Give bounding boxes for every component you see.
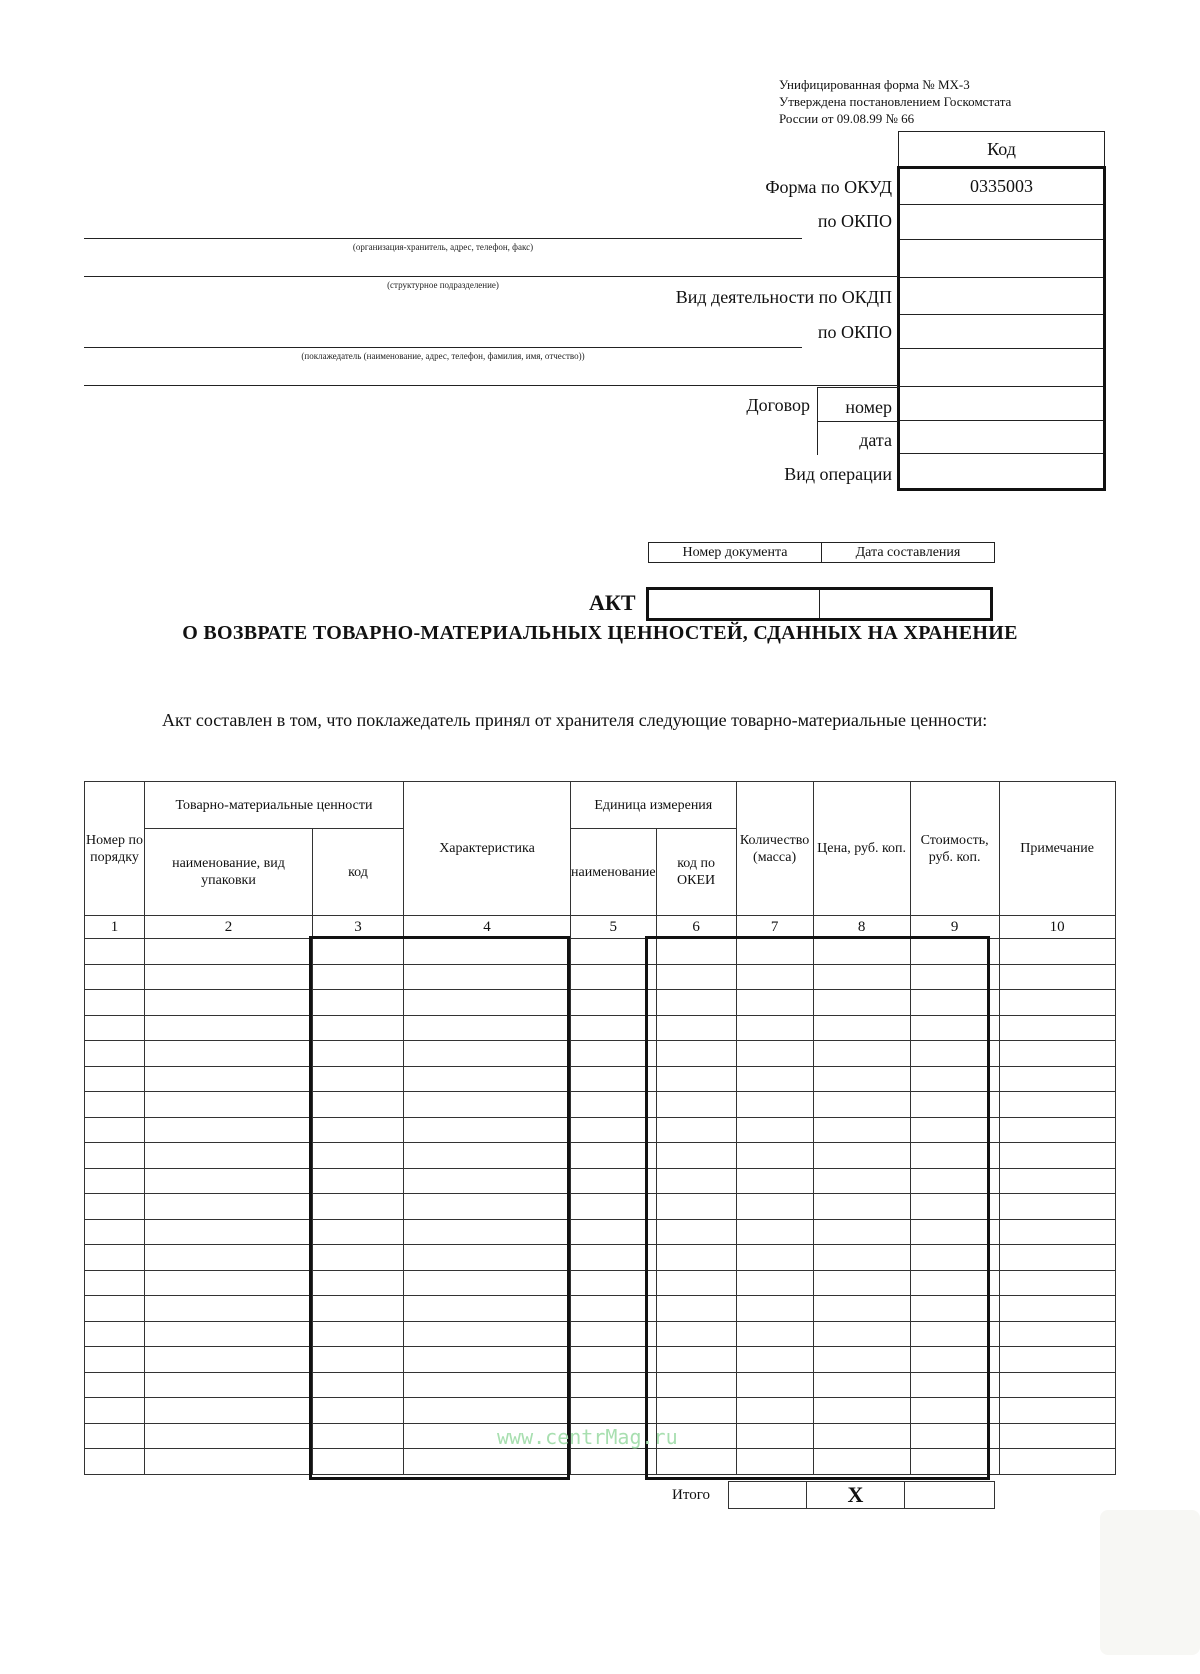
column-number: 9 [910, 916, 999, 939]
col-price: Цена, руб. коп. [813, 782, 910, 916]
operation-label: Вид операции [784, 464, 892, 484]
doc-date-field[interactable] [821, 590, 990, 618]
approval-line-2: Утверждена постановлением Госкомстата [779, 94, 1012, 109]
okdp-label: Вид деятельности по ОКДП [675, 287, 892, 307]
table-cell[interactable] [85, 1372, 145, 1398]
col-quantity: Количество (масса) [736, 782, 813, 916]
table-cell[interactable] [145, 1041, 313, 1067]
contract-subbox-divider [817, 421, 898, 422]
org-line[interactable] [84, 238, 802, 239]
table-cell[interactable] [145, 1092, 313, 1118]
table-cell[interactable] [999, 964, 1115, 990]
okei-to-cost-frame [645, 936, 990, 1480]
table-cell[interactable] [145, 1194, 313, 1220]
table-cell[interactable] [571, 1092, 657, 1118]
table-cell[interactable] [145, 1219, 313, 1245]
org-extra-cell[interactable] [900, 240, 1103, 278]
table-cell[interactable] [571, 1117, 657, 1143]
table-cell[interactable] [571, 964, 657, 990]
table-cell[interactable] [999, 1194, 1115, 1220]
okpo-org-label: по ОКПО [817, 211, 892, 231]
table-cell[interactable] [85, 964, 145, 990]
col-unit-name: наименование [571, 829, 657, 916]
table-cell[interactable] [145, 1296, 313, 1322]
depositor-caption: (поклажедатель (наименование, адрес, телефон, фамилия, имя, отчество)) [301, 351, 585, 361]
table-cell[interactable] [571, 1245, 657, 1271]
table-cell[interactable] [145, 1066, 313, 1092]
table-cell[interactable] [85, 1143, 145, 1169]
seal-logo-icon [1100, 1510, 1200, 1655]
totals-label: Итого [672, 1487, 710, 1503]
contract-number-cell[interactable] [900, 387, 1103, 421]
table-cell[interactable] [571, 1321, 657, 1347]
column-number: 5 [571, 916, 657, 939]
table-cell[interactable] [999, 1296, 1115, 1322]
table-cell[interactable] [145, 1015, 313, 1041]
column-number: 6 [656, 916, 736, 939]
table-cell[interactable] [999, 1015, 1115, 1041]
column-number: 4 [404, 916, 571, 939]
table-cell[interactable] [85, 939, 145, 965]
table-cell[interactable] [145, 1168, 313, 1194]
table-cell[interactable] [571, 1347, 657, 1373]
table-cell[interactable] [571, 1449, 657, 1475]
division-line[interactable] [84, 276, 898, 277]
table-cell[interactable] [999, 1245, 1115, 1271]
table-cell[interactable] [571, 939, 657, 965]
table-cell[interactable] [571, 1066, 657, 1092]
table-cell[interactable] [999, 1423, 1115, 1449]
table-cell[interactable] [571, 1270, 657, 1296]
table-cell[interactable] [999, 1143, 1115, 1169]
table-cell[interactable] [571, 1372, 657, 1398]
okpo-depositor-label: по ОКПО [817, 322, 892, 342]
table-cell[interactable] [999, 1321, 1115, 1347]
table-cell[interactable] [85, 1219, 145, 1245]
table-cell[interactable] [85, 1092, 145, 1118]
table-cell[interactable] [145, 1347, 313, 1373]
col-characteristic: Характеристика [404, 782, 571, 916]
doc-number-field[interactable] [649, 590, 819, 618]
col-row-number: Номер по порядку [85, 782, 145, 916]
table-cell[interactable] [571, 1041, 657, 1067]
operation-cell[interactable] [900, 454, 1103, 488]
group-goods: Товарно-материальные ценности [145, 782, 404, 829]
table-cell[interactable] [999, 1398, 1115, 1424]
depositor-line-1[interactable] [84, 347, 802, 348]
table-cell[interactable] [85, 1270, 145, 1296]
table-cell[interactable] [999, 1117, 1115, 1143]
okud-value-cell[interactable] [900, 169, 1103, 205]
table-cell[interactable] [85, 1321, 145, 1347]
depositor-extra-cell[interactable] [900, 349, 1103, 387]
depositor-line-2[interactable] [84, 385, 898, 386]
table-cell[interactable] [85, 1117, 145, 1143]
approval-line-1: Унифицированная форма № МХ-3 [779, 77, 970, 92]
table-cell[interactable] [85, 1194, 145, 1220]
column-number: 3 [313, 916, 404, 939]
division-caption: (структурное подразделение) [387, 280, 499, 290]
doc-values-divider [819, 590, 820, 618]
form-approval-note [779, 76, 1011, 127]
table-cell[interactable] [85, 1015, 145, 1041]
contract-date-cell[interactable] [900, 421, 1103, 454]
table-cell[interactable] [999, 1449, 1115, 1475]
table-cell[interactable] [999, 990, 1115, 1016]
code-header [899, 132, 1104, 167]
table-cell[interactable] [999, 1219, 1115, 1245]
table-cell[interactable] [571, 1194, 657, 1220]
contract-date-label: дата [859, 430, 892, 450]
code-header-text: Код [987, 139, 1016, 159]
org-caption: (организация-хранитель, адрес, телефон, факс) [352, 242, 534, 252]
column-number: 8 [813, 916, 910, 939]
col-cost: Стоимость, руб. коп. [910, 782, 999, 916]
code-columns-frame [309, 936, 570, 1480]
table-cell[interactable] [145, 1372, 313, 1398]
table-cell[interactable] [145, 964, 313, 990]
table-cell[interactable] [145, 1117, 313, 1143]
table-cell[interactable] [85, 1168, 145, 1194]
table-cell[interactable] [999, 1347, 1115, 1373]
okud-value: 0335003 [970, 176, 1033, 196]
col-goods-name: наименование, вид упаковки [145, 829, 313, 916]
col-unit-okei: код по ОКЕИ [656, 829, 736, 916]
total-cost-cell[interactable] [905, 1482, 995, 1509]
table-cell[interactable] [85, 1066, 145, 1092]
table-cell[interactable] [85, 1245, 145, 1271]
approval-line-3: России от 09.08.99 № 66 [779, 111, 915, 126]
table-cell[interactable] [999, 1168, 1115, 1194]
table-cell[interactable] [85, 1423, 145, 1449]
table-cell[interactable] [999, 939, 1115, 965]
table-cell[interactable] [999, 1270, 1115, 1296]
total-quantity-cell[interactable] [729, 1482, 807, 1509]
okud-label: Форма по ОКУД [765, 177, 892, 197]
document-title-akt: АКТ [589, 590, 636, 615]
table-cell[interactable] [85, 1398, 145, 1424]
table-cell[interactable] [571, 1143, 657, 1169]
table-cell[interactable] [145, 1321, 313, 1347]
okpo-org-cell[interactable] [900, 205, 1103, 240]
table-cell[interactable] [999, 1066, 1115, 1092]
column-number: 2 [145, 916, 313, 939]
document-number-table [648, 542, 995, 563]
table-cell[interactable] [145, 1143, 313, 1169]
total-price-cell: X [807, 1482, 905, 1509]
group-unit: Единица измерения [571, 782, 737, 829]
table-cell[interactable] [999, 1372, 1115, 1398]
table-cell[interactable] [85, 1449, 145, 1475]
table-cell[interactable] [571, 1015, 657, 1041]
table-cell[interactable] [571, 1168, 657, 1194]
table-cell[interactable] [85, 990, 145, 1016]
column-number: 10 [999, 916, 1115, 939]
contract-label: Договор [746, 395, 810, 415]
doc-date-header: Дата составления [822, 543, 995, 563]
table-cell[interactable] [145, 1270, 313, 1296]
totals-row [728, 1481, 995, 1509]
table-cell[interactable] [145, 1423, 313, 1449]
table-cell[interactable] [145, 939, 313, 965]
contract-number-label: номер [845, 397, 892, 417]
okdp-cell[interactable] [900, 278, 1103, 315]
table-cell[interactable] [571, 990, 657, 1016]
col-goods-code: код [313, 829, 404, 916]
col-note: Примечание [999, 782, 1115, 916]
table-cell[interactable] [145, 1245, 313, 1271]
table-cell[interactable] [999, 1092, 1115, 1118]
table-cell[interactable] [85, 1041, 145, 1067]
table-cell[interactable] [999, 1041, 1115, 1067]
column-number: 1 [85, 916, 145, 939]
table-cell[interactable] [571, 1296, 657, 1322]
table-cell[interactable] [145, 1398, 313, 1424]
document-title: О ВОЗВРАТЕ ТОВАРНО-МАТЕРИАЛЬНЫХ ЦЕННОСТЕЙ, СДАННЫХ НА ХРАНЕНИЕ [182, 622, 1018, 644]
okpo-depositor-cell[interactable] [900, 315, 1103, 349]
watermark: www.centrMag.ru [497, 1425, 678, 1449]
table-cell[interactable] [85, 1296, 145, 1322]
table-cell[interactable] [571, 1219, 657, 1245]
table-cell[interactable] [85, 1347, 145, 1373]
table-cell[interactable] [571, 1398, 657, 1424]
intro-text: Акт составлен в том, что поклажедатель принял от хранителя следующие товарно-материальные ценности: [162, 710, 988, 730]
column-number: 7 [736, 916, 813, 939]
table-cell[interactable] [145, 990, 313, 1016]
table-cell[interactable] [145, 1449, 313, 1475]
doc-number-header: Номер документа [649, 543, 822, 563]
